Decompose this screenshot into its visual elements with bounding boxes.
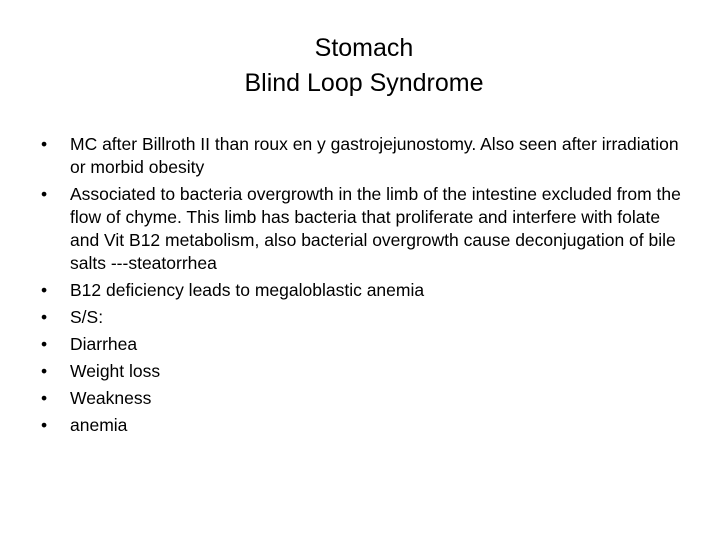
bullet-icon: • — [41, 361, 48, 381]
slide-title — [0, 31, 728, 101]
bullet-icon: • — [41, 307, 48, 327]
bullet-icon: • — [41, 334, 48, 354]
bullet-text: S/S: — [70, 307, 104, 327]
bullet-text: B12 deficiency leads to megaloblastic anemia — [70, 280, 425, 300]
bullet-icon: • — [41, 184, 48, 204]
bullet-item-3 — [0, 279, 728, 302]
bullet-item-1 — [0, 133, 728, 179]
bullet-item-4 — [0, 306, 728, 329]
bullet-text: Associated to bacteria overgrowth in the limb of the intestine excluded from the flow of chyme. This limb has bacteria that proliferate and interfere with folate and Vit B12 metabolism, also bacterial overgrowth cause deconjugation of bile salts ---steatorrhea — [70, 184, 681, 273]
bullet-item-7 — [0, 387, 728, 410]
bullet-text: MC after Billroth II than roux en y gastrojejunostomy. Also seen after irradiation or morbid obesity — [70, 134, 679, 177]
bullet-text: anemia — [70, 415, 128, 435]
bullet-icon: • — [41, 415, 48, 435]
bullet-item-2 — [0, 183, 728, 275]
title-line-1: Stomach — [314, 34, 414, 62]
title-line-2: Blind Loop Syndrome — [244, 69, 484, 97]
bullet-icon: • — [41, 134, 48, 154]
bullet-item-8 — [0, 414, 728, 437]
bullet-text: Diarrhea — [70, 334, 138, 354]
bullet-text: Weight loss — [70, 361, 161, 381]
bullet-icon: • — [41, 388, 48, 408]
bullet-list — [0, 133, 728, 441]
bullet-icon: • — [41, 280, 48, 300]
bullet-item-5 — [0, 333, 728, 356]
bullet-item-6 — [0, 360, 728, 383]
bullet-text: Weakness — [70, 388, 152, 408]
